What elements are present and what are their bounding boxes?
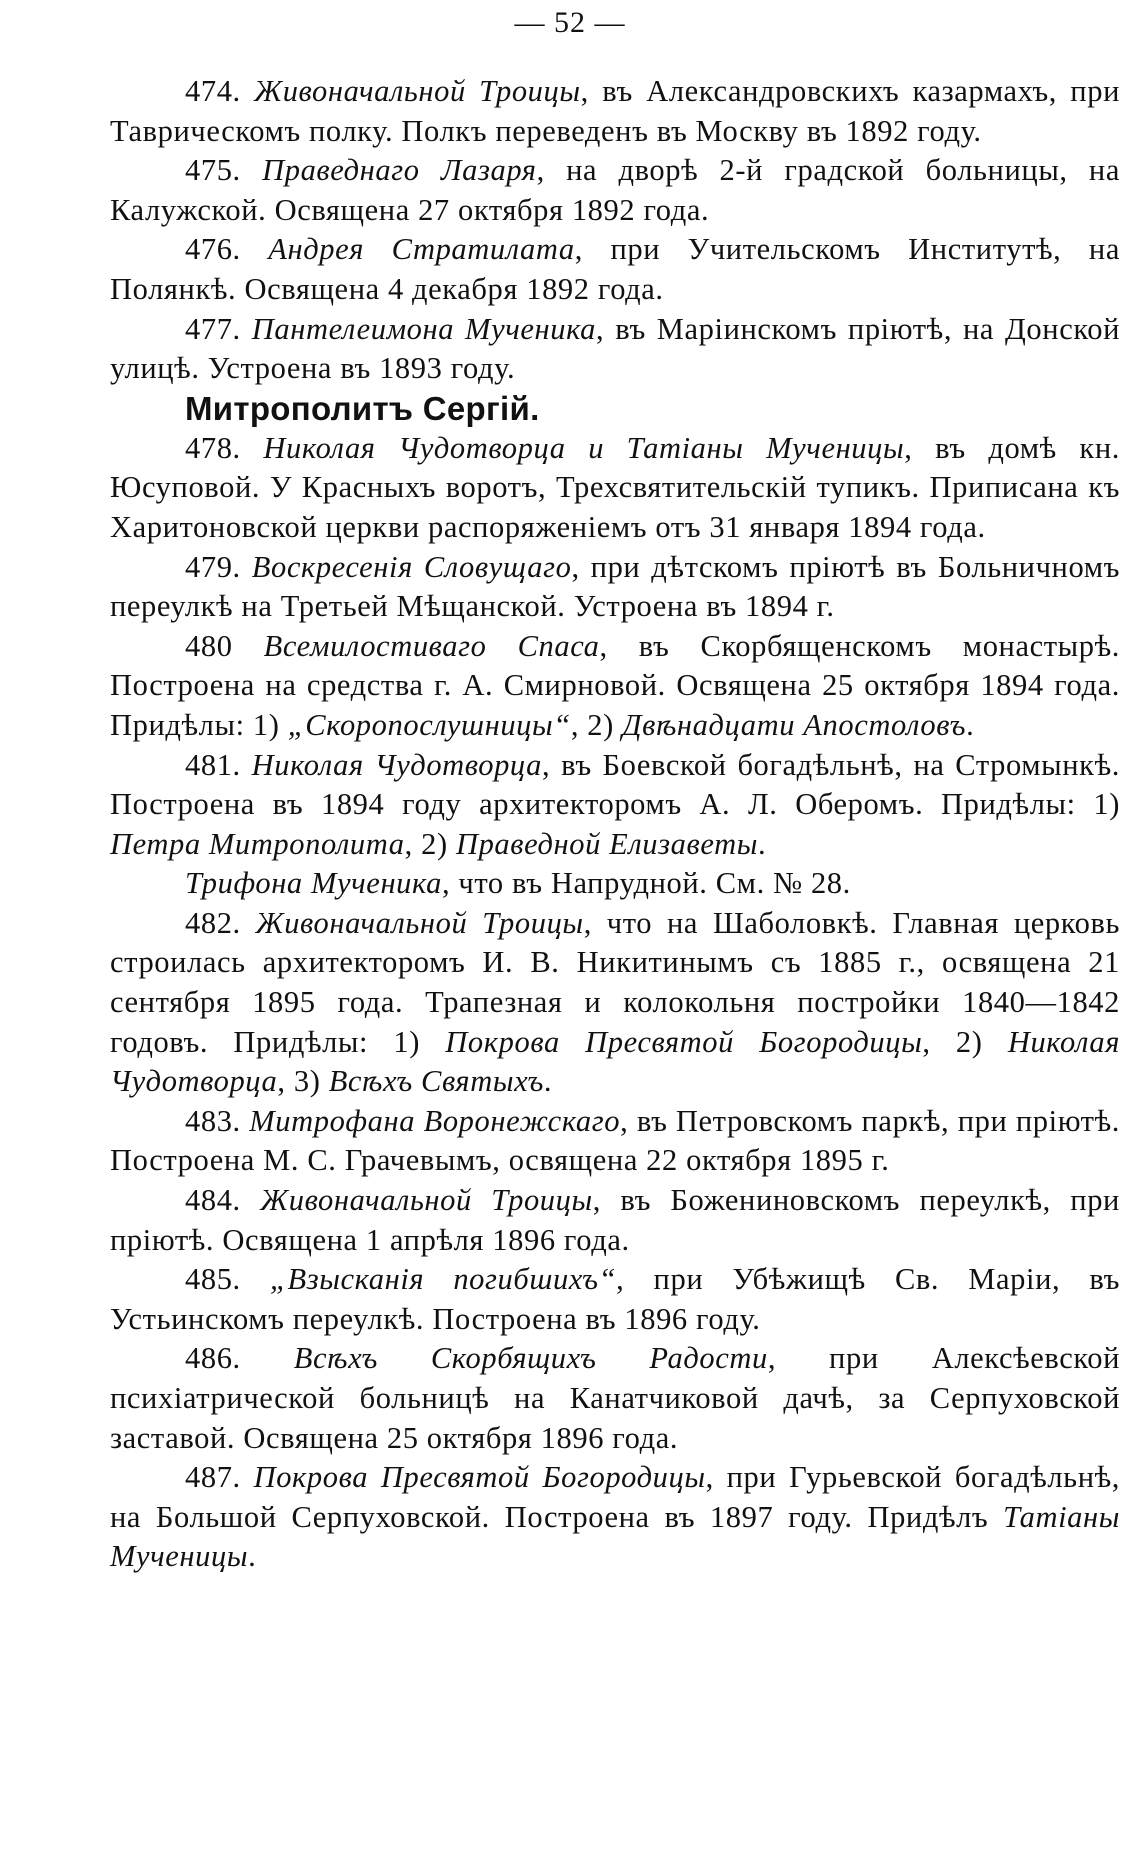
church-title: „Взысканія погибшихъ“ bbox=[269, 1262, 617, 1297]
entry-480: 480 Всемилостиваго Спаса, въ Скорбященскомъ монастырѣ. Построена на средства г. А. Смирновой. Освящена 25 октября 1894 года. Придѣлы: 1) „Скоропослушницы“, 2) Двѣнадцати Апостоловъ. bbox=[110, 628, 1120, 742]
church-title: Всѣхъ Скорбящихъ Радости bbox=[293, 1341, 768, 1376]
entry-478: 478. Николая Чудотворца и Татіаны Мученицы, въ домѣ кн. Юсуповой. У Красныхъ воротъ, Трехсвятительскій тупикъ. Приписана къ Харитоновской церкви распоряженіемъ отъ 31 января 1894 года. bbox=[110, 430, 1120, 544]
entry-485: 485. „Взысканія погибшихъ“, при Убѣжищѣ Св. Маріи, въ Устьинскомъ переулкѣ. Построена въ 1896 году. bbox=[110, 1262, 1120, 1336]
entry-483: 483. Митрофана Воронежскаго, въ Петровскомъ паркѣ, при пріютѣ. Построена М. С. Грачевымъ, освящена 22 октября 1895 г. bbox=[110, 1103, 1120, 1178]
church-title: Всемилостиваго Спаса bbox=[263, 628, 600, 663]
church-title: Живоначальной Троицы bbox=[255, 905, 584, 940]
entry-475: 475. Праведнаго Лазаря, на дворѣ 2-й градской больницы, на Калужской. Освящена 27 октября 1892 года. bbox=[110, 153, 1120, 227]
church-title: Покрова Пресвятой Богородицы bbox=[253, 1460, 706, 1495]
entry-trifon: Трифона Мученика, что въ Напрудной. См. № 28. bbox=[185, 866, 851, 901]
church-title: Воскресенія Словущаго bbox=[251, 549, 572, 584]
church-title: Праведнаго Лазаря bbox=[262, 153, 537, 188]
entry-476: 476. Андрея Стратилата, при Учительскомъ Институтѣ, на Полянкѣ. Освящена 4 декабря 1892 года. bbox=[110, 232, 1120, 306]
entry-481: 481. Николая Чудотворца, въ Боевской богадѣльнѣ, на Стромынкѣ. Построена въ 1894 году архитекторомъ А. Л. Оберомъ. Придѣлы: 1) Петра Митрополита, 2) Праведной Елизаветы. bbox=[110, 747, 1120, 861]
church-title: Живоначальной Троицы bbox=[260, 1183, 593, 1218]
entry-484: 484. Живоначальной Троицы, въ Боженинoвскомъ переулкѣ, при пріютѣ. Освящена 1 апрѣля 1896 года. bbox=[110, 1183, 1120, 1257]
church-title: Николая Чудотворца bbox=[251, 747, 543, 782]
entry-474: 474. Живоначальной Троицы, въ Александровскихъ казармахъ, при Таврическомъ полку. Полкъ переведенъ въ Москву въ 1892 году. bbox=[110, 74, 1120, 148]
church-title: Живоначальной Троицы bbox=[254, 74, 581, 108]
church-title: Митрофана Воронежскаго bbox=[249, 1103, 621, 1138]
church-title: Пантелеимона Мученика bbox=[251, 311, 597, 346]
entry-486: 486. Всѣхъ Скорбящихъ Радости, при Алексѣевской психіатрической больницѣ на Канатчиковой дачѣ, за Серпуховской заставой. Освящена 25 октября 1896 года. bbox=[110, 1341, 1120, 1455]
entry-487: 487. Покрова Пресвятой Богородицы, при Гурьевской богадѣльнѣ, на Большой Серпуховской. Построена въ 1897 году. Придѣлъ Татіаны Мученицы. bbox=[110, 1460, 1121, 1574]
page-number: — 52 — bbox=[514, 6, 626, 39]
church-title: Николая Чудотворца и Татіаны Мученицы bbox=[263, 430, 905, 465]
church-title: Трифона Мученика bbox=[185, 866, 442, 901]
entry-479: 479. Воскресенія Словущаго, при дѣтскомъ пріютѣ въ Больничномъ переулкѣ на Третьей Мѣщанской. Устроена въ 1894 г. bbox=[110, 549, 1120, 624]
section-heading: Митрополитъ Сергій. bbox=[185, 389, 540, 427]
entry-477: 477. Пантелеимона Мученика, въ Маріинскомъ пріютѣ, на Донской улицѣ. Устроена въ 1893 году. bbox=[110, 311, 1120, 386]
entry-482: 482. Живоначальной Троицы, что на Шаболовкѣ. Главная церковь строилась архитекторомъ И. В. Никитинымъ съ 1885 г., освящена 21 сентября 1895 года. Трапезная и колокольня постройки 1840—1842 годовъ. Придѣлы: 1) Покрова Пресвятой Богородицы, 2) Николая Чудотворца, 3) Всѣхъ Святыхъ. bbox=[110, 905, 1120, 1099]
page-body bbox=[110, 72, 1120, 1577]
church-title: Андрея Стратилата bbox=[268, 232, 575, 267]
